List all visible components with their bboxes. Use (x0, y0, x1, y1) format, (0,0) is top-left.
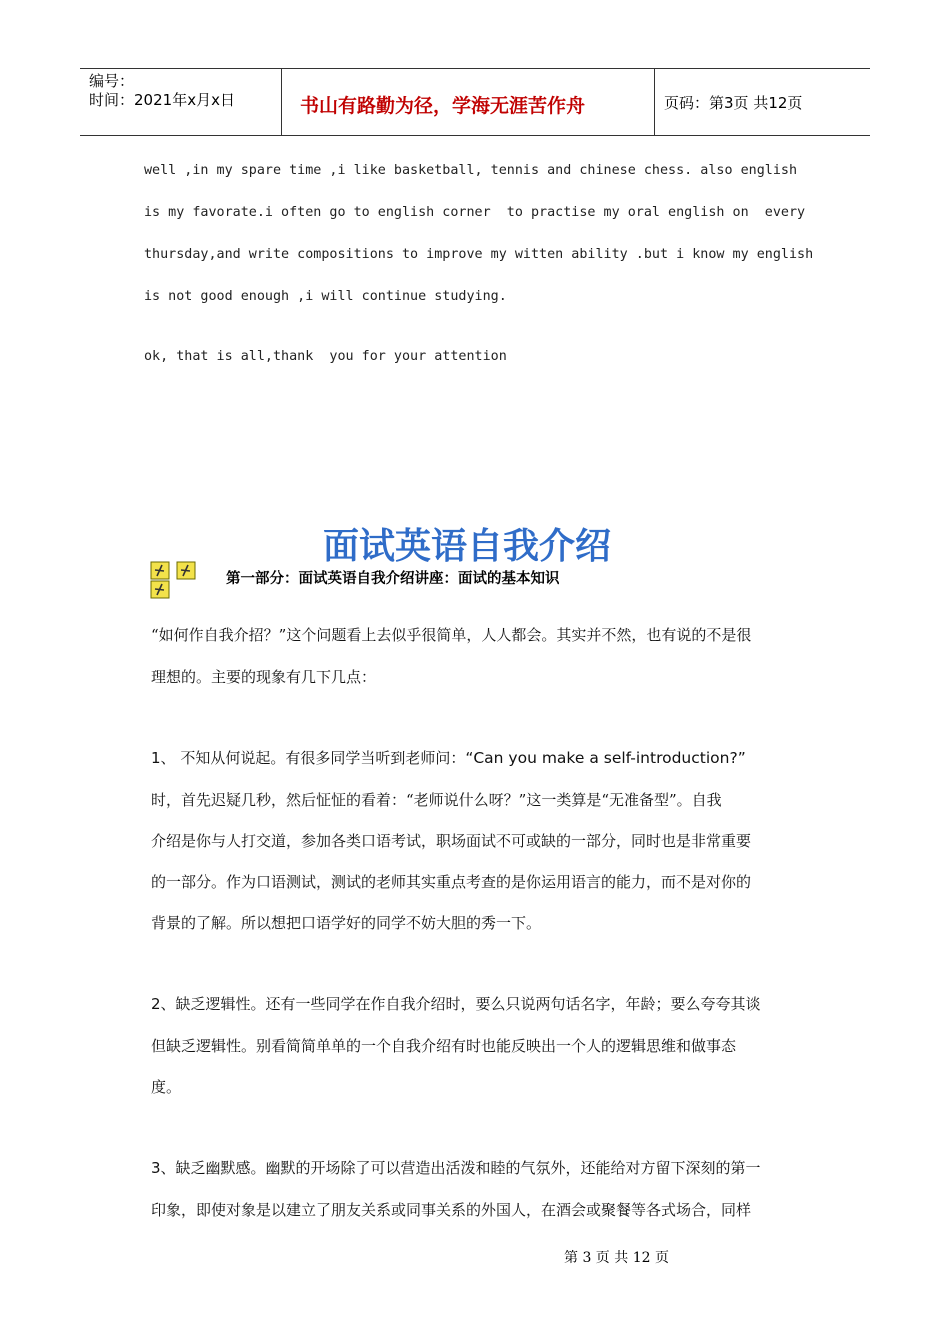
point-1-line-3: 介绍是你与人打交道，参加各类口语考试，职场面试不可或缺的一部分，同时也是非常重要 (151, 832, 752, 850)
decorative-bullet-icon (150, 561, 200, 599)
point-2-line-2: 但缺乏逻辑性。别看简简单单的一个自我介绍有时也能反映出一个人的逻辑思维和做事态 (151, 1037, 737, 1055)
page-info: 第3页 共12页 (709, 94, 803, 112)
page-label: 页码： (664, 94, 710, 112)
point-3-text: 缺乏幽默感。幽默的开场除了可以营造出活泼和睦的气氛外，还能给对方留下深刻的第一 (175, 1159, 761, 1177)
serial-label: 编号： (89, 72, 135, 90)
time-label: 时间： (89, 91, 135, 109)
point-1-line-2: 时，首先迟疑几秒，然后怔怔的看着：“老师说什么呀？”这一类算是“无准备型”。自我 (151, 791, 722, 809)
english-line-2: is my favorate.i often go to english corner to practise my oral english on every (144, 205, 806, 220)
header-divider-left (281, 68, 282, 135)
english-line-4: is not good enough ,i will continue studying. (144, 289, 507, 304)
part-heading: 第一部分：面试英语自我介绍讲座：面试的基本知识 (226, 571, 560, 587)
point-1-number: 1、 (151, 749, 176, 767)
point-1-line-4: 的一部分。作为口语测试，测试的老师其实重点考查的是你运用语言的能力，而不是对你的 (151, 873, 752, 891)
intro-line-2: 理想的。主要的现象有几下几点： (151, 668, 377, 686)
point-3-first-line (151, 1157, 761, 1178)
point-3-line-2: 印象，即使对象是以建立了朋友关系或同事关系的外国人，在酒会或聚餐等各式场合，同样 (151, 1201, 752, 1219)
point-2-first-line (151, 993, 761, 1014)
header-divider-right (654, 68, 655, 135)
point-1-first-line (151, 747, 746, 768)
time-field (89, 90, 235, 110)
point-2-line-3: 度。 (151, 1078, 182, 1096)
english-line-1: well ,in my spare time ,i like basketball, tennis and chinese chess. also english (144, 163, 798, 178)
point-1-text: 不知从何说起。有很多同学当听到老师问： (175, 749, 466, 767)
header-motto: 书山有路勤为径，学海无涯苦作舟 (300, 95, 586, 117)
page-title: 面试英语自我介绍 (323, 526, 612, 567)
time-value: 2021年x月x日 (134, 91, 235, 109)
intro-line-1: “如何作自我介招？”这个问题看上去似乎很简单，人人都会。其实并不然，也有说的不是很 (151, 626, 752, 644)
point-1-line-5: 背景的了解。所以想把口语学好的同学不妨大胆的秀一下。 (151, 914, 542, 932)
english-closing: ok, that is all,thank you for your attention (144, 349, 507, 364)
page-footer: 第 3 页 共 12 页 (564, 1250, 669, 1266)
header-top-rule (80, 68, 870, 69)
page-number-field (664, 93, 802, 113)
english-line-3: thursday,and write compositions to improve my witten ability .but i know my english (144, 247, 814, 262)
point-3-number: 3、 (151, 1159, 176, 1177)
header-bottom-rule (80, 135, 870, 136)
point-2-text: 缺乏逻辑性。还有一些同学在作自我介绍时，要么只说两句话名字，年龄；要么夸夸其谈 (175, 995, 761, 1013)
point-1-english-question: “Can you make a self-introduction?” (465, 749, 746, 767)
point-2-number: 2、 (151, 995, 176, 1013)
